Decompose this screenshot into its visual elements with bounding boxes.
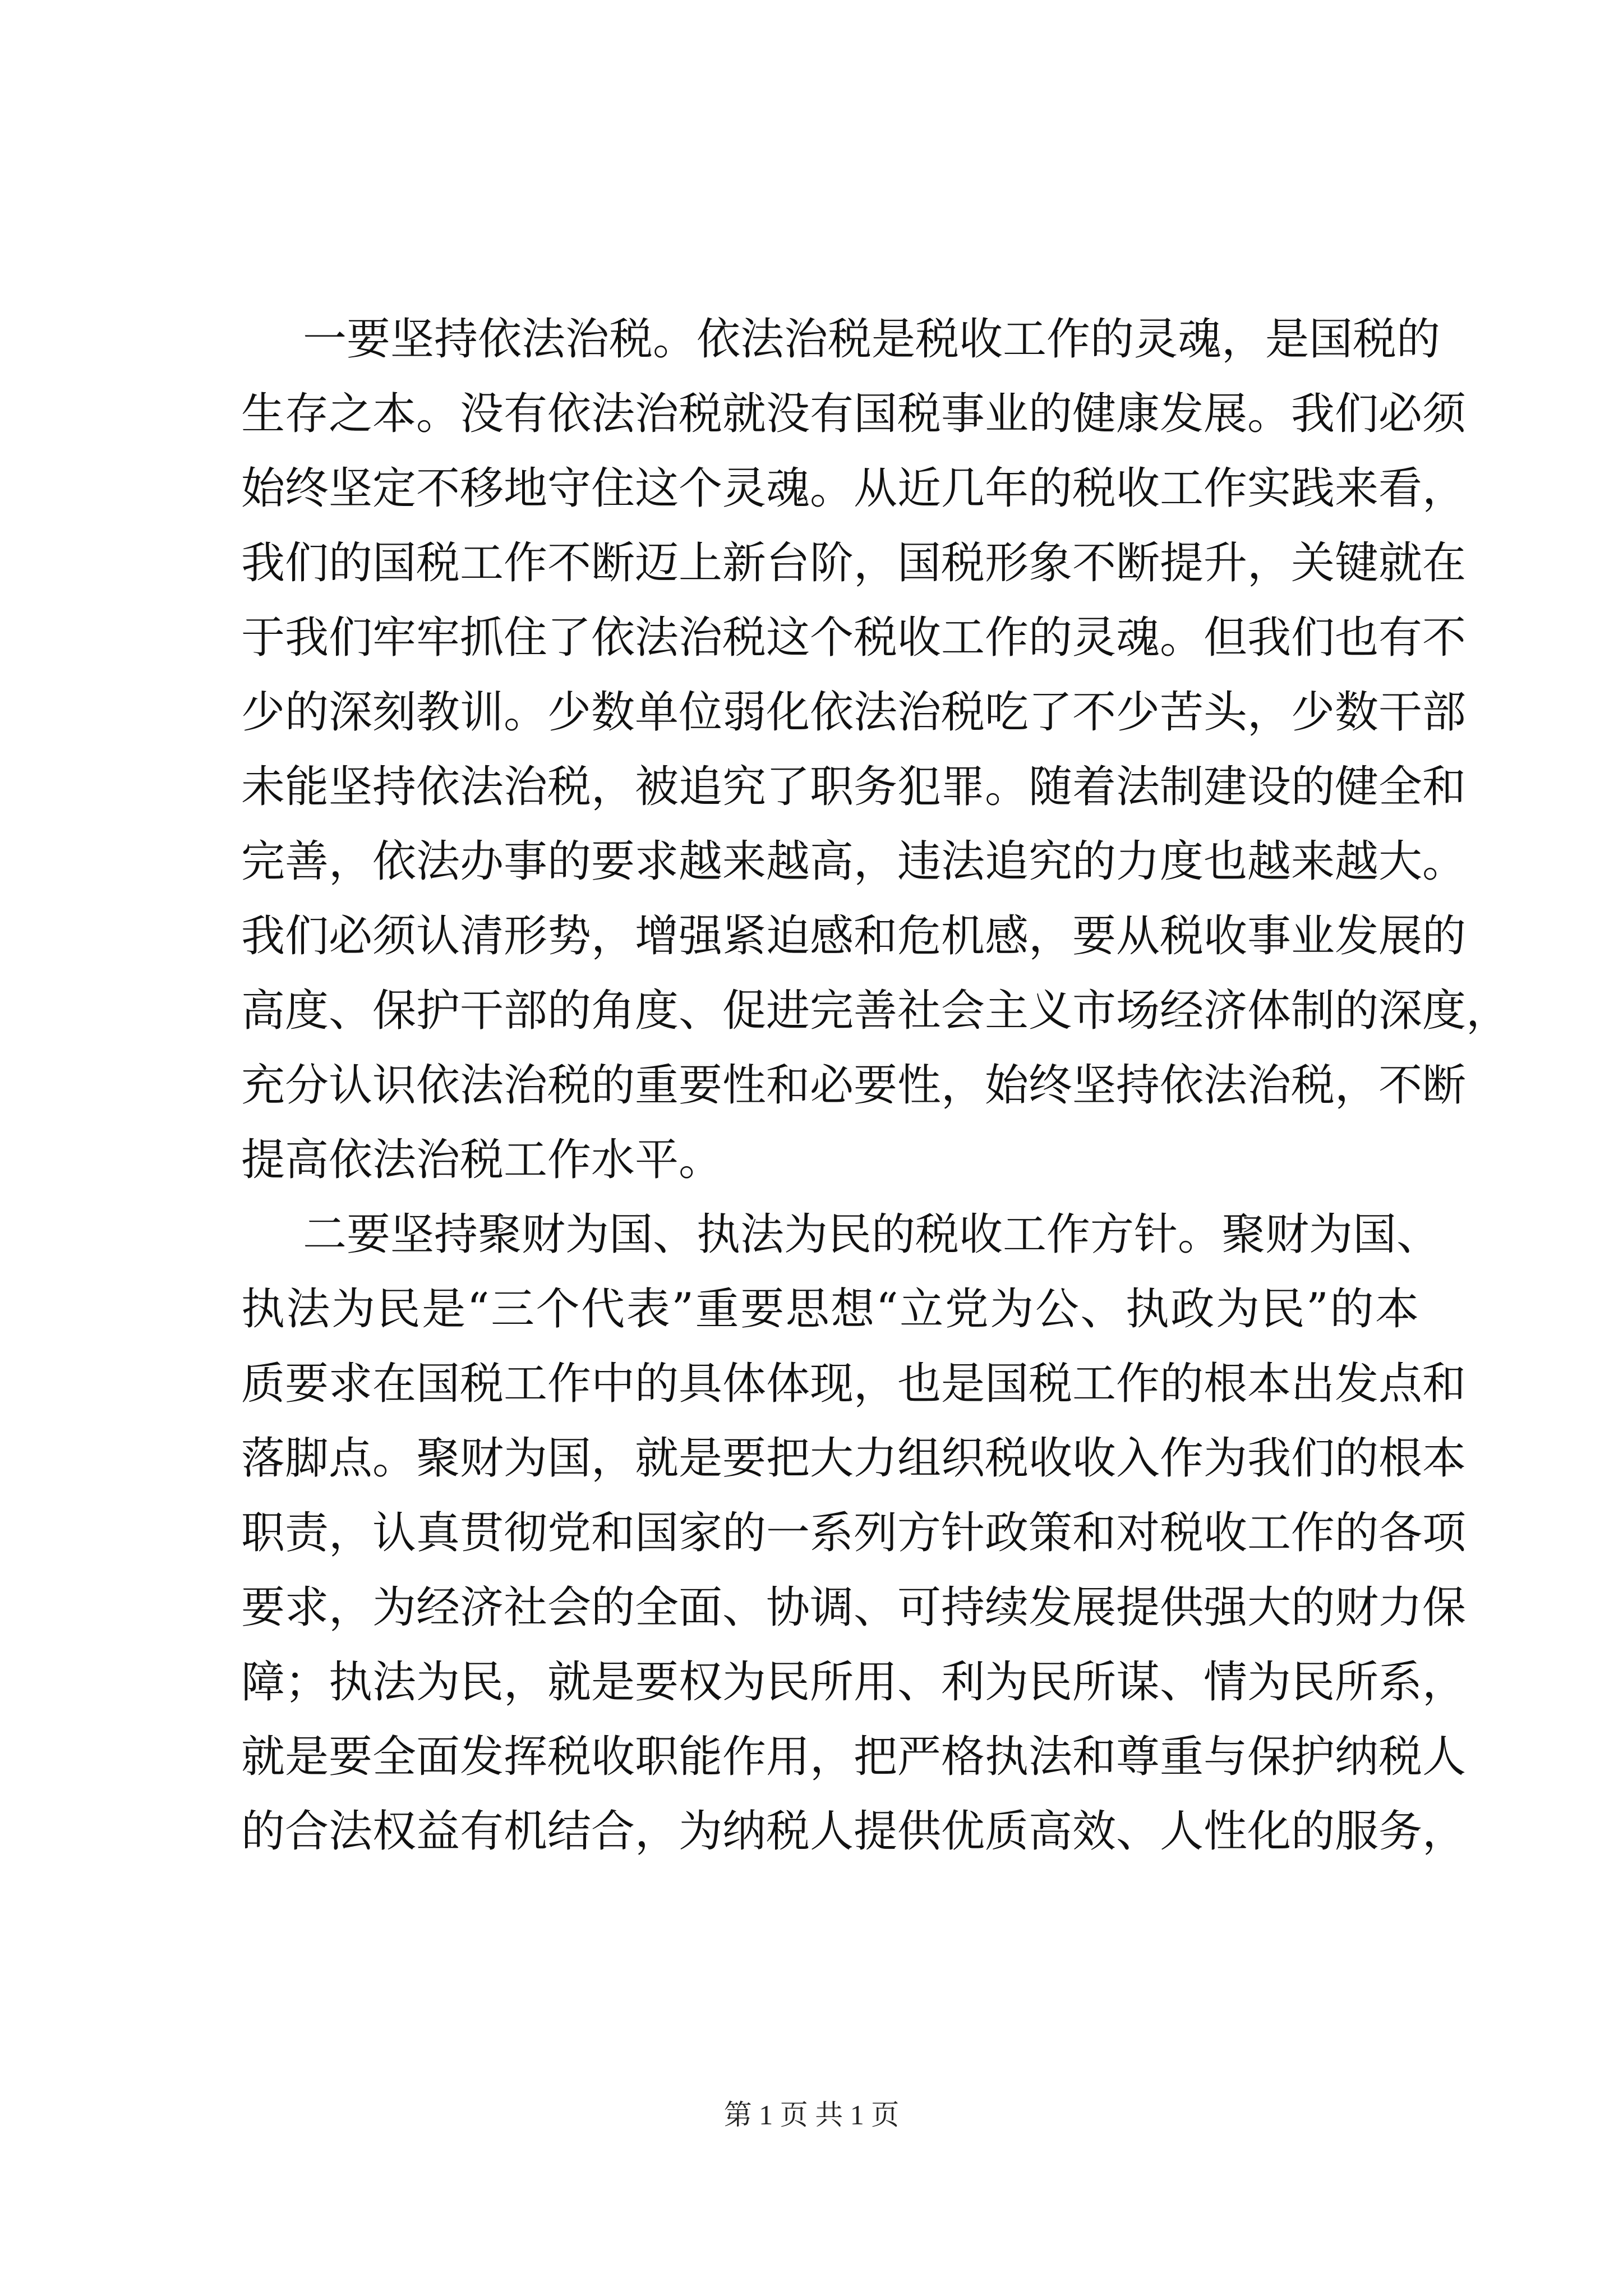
- paragraph-2-line-9: 的合法权益有机结合，为纳税人提供优质高效、人性化的服务，: [241, 1806, 1467, 1857]
- paragraph-1-line-2: 生存之本。没有依法治税就没有国税事业的健康发展。我们必须: [241, 389, 1467, 439]
- paragraph-2-line-7: 障；执法为民，就是要权为民所用、利为民所谋、情为民所系，: [241, 1657, 1467, 1708]
- paragraph-1-line-10: 高度、保护干部的角度、促进完善社会主义市场经济体制的深度，: [241, 986, 1510, 1036]
- paragraph-1-line-3: 始终坚定不移地守住这个灵魂。从近几年的税收工作实践来看，: [241, 463, 1467, 514]
- paragraph-1-line-12: 提高依法治税工作水平。: [241, 1135, 723, 1185]
- page-number-info: 第 1 页 共 1 页: [723, 2099, 900, 2131]
- paragraph-1-line-9: 我们必须认清形势，增强紧迫感和危机感，要从税收事业发展的: [241, 911, 1467, 961]
- paragraph-2-line-5: 职责，认真贯彻党和国家的一系列方针政策和对税收工作的各项: [241, 1508, 1467, 1558]
- paragraph-2-line-3: 质要求在国税工作中的具体体现，也是国税工作的根本出发点和: [241, 1359, 1467, 1409]
- paragraph-2-line-6: 要求，为经济社会的全面、协调、可持续发展提供强大的财力保: [241, 1582, 1467, 1633]
- paragraph-1-line-8: 完善，依法办事的要求越来越高，违法追究的力度也越来越大。: [241, 836, 1467, 887]
- paragraph-2-line-2: 执法为民是“三个代表”重要思想“立党为公、执政为民”的本: [241, 1284, 1419, 1335]
- paragraph-1-line-6: 少的深刻教训。少数单位弱化依法治税吃了不少苦头，少数干部: [241, 687, 1467, 738]
- page-footer: [0, 2092, 1623, 2137]
- paragraph-2-line-8: 就是要全面发挥税收职能作用，把严格执法和尊重与保护纳税人: [241, 1732, 1467, 1782]
- paragraph-1-line-1: 一要坚持依法治税。依法治税是税收工作的灵魂，是国税的: [303, 314, 1441, 365]
- paragraph-1-line-11: 充分认识依法治税的重要性和必要性，始终坚持依法治税，不断: [241, 1060, 1467, 1111]
- paragraph-1-line-5: 于我们牢牢抓住了依法治税这个税收工作的灵魂。但我们也有不: [241, 613, 1467, 663]
- paragraph-1-line-7: 未能坚持依法治税，被追究了职务犯罪。随着法制建设的健全和: [241, 762, 1467, 812]
- paragraph-1-line-4: 我们的国税工作不断迈上新台阶，国税形象不断提升，关键就在: [241, 538, 1467, 588]
- paragraph-2-line-4: 落脚点。聚财为国，就是要把大力组织税收收入作为我们的根本: [241, 1433, 1467, 1484]
- paragraph-2-line-1: 二要坚持聚财为国、执法为民的税收工作方针。聚财为国、: [303, 1209, 1441, 1260]
